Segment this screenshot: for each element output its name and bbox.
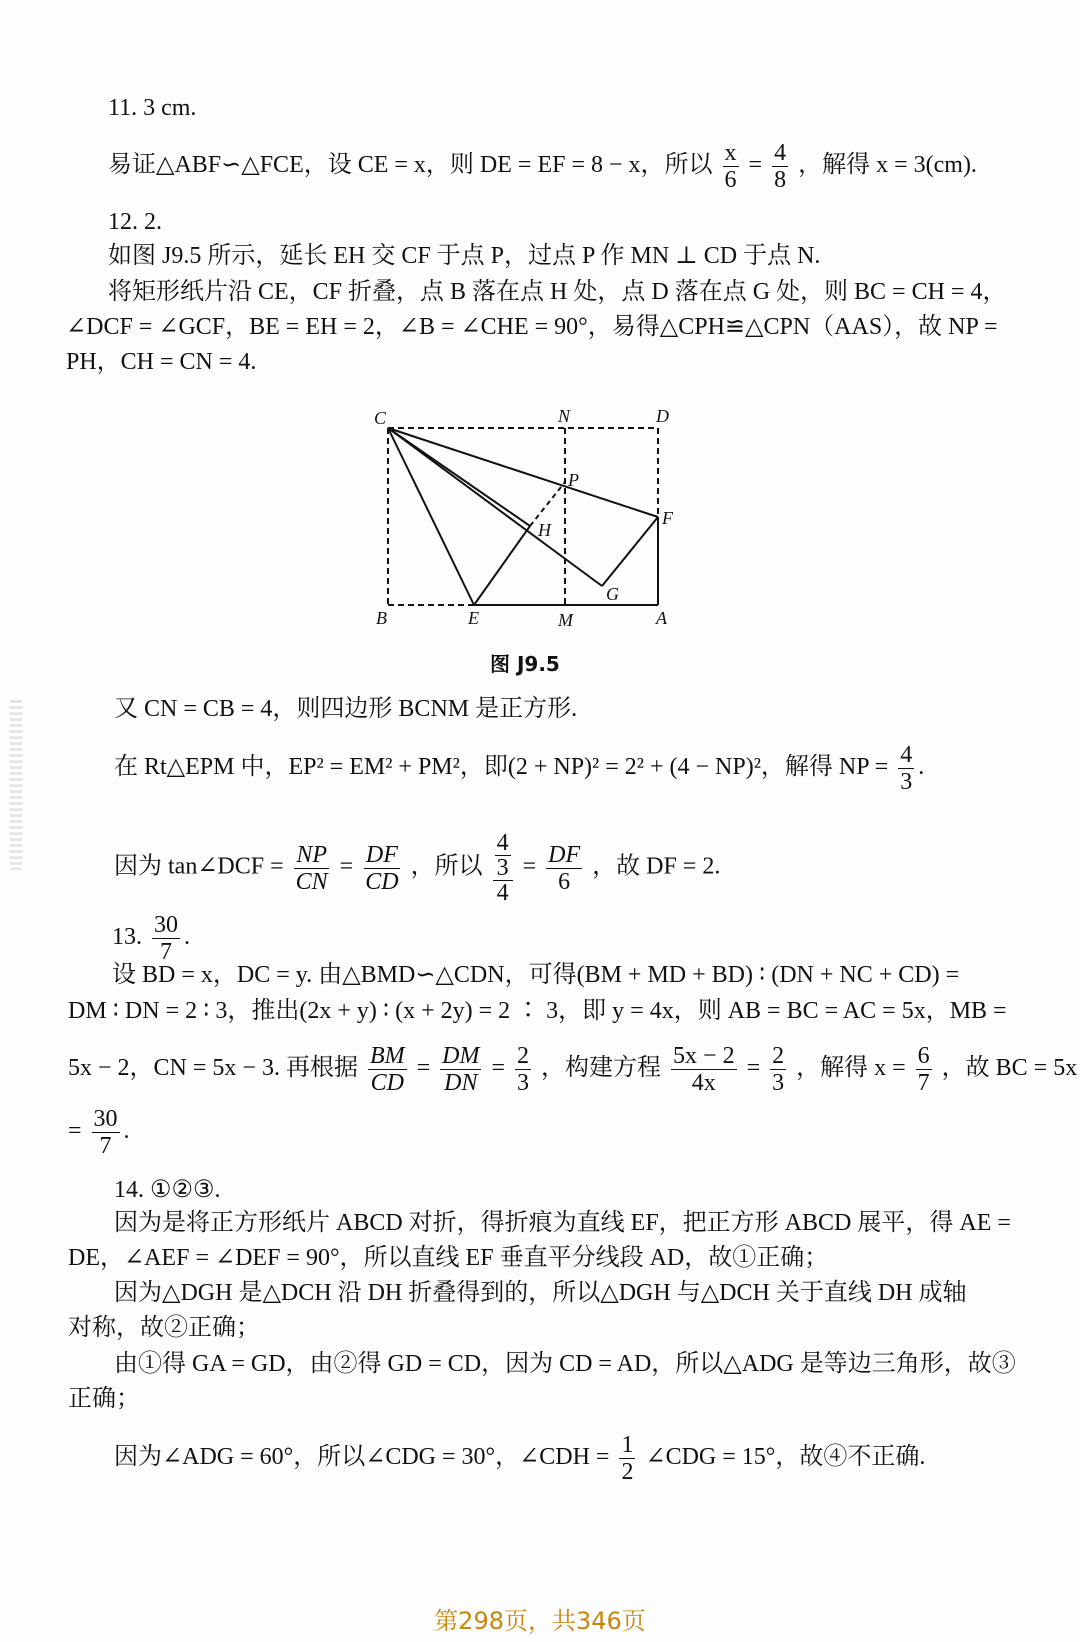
label-p: P xyxy=(568,470,579,490)
q11-solution-line: 易证△ABF∽△FCE，设 CE = x，则 DE = EF = 8 − x，所以 $\frac{x}{6}$ = $\frac{4}{8}$ ，解得 x = 3(cm). xyxy=(108,140,977,193)
q12-line-2: 将矩形纸片沿 CE，CF 折叠，点 B 落在点 H 处，点 D 落在点 G 处，则 BC = CH = 4， xyxy=(108,279,1007,305)
q13-line-1: 设 BD = x，DC = y. 由△BMD∽△CDN，可得(BM + MD + BD) ∶ (DN + NC + CD) = xyxy=(112,962,960,988)
q14-answer-head: 14. ①②③. xyxy=(114,1177,221,1203)
page-number-footer: 第298页，共346页 xyxy=(434,1607,646,1635)
fraction-x-over-6: $\frac{x}{6}$ xyxy=(724,140,737,193)
fraction-df-over-cd: $\frac{DF}{CD}$ xyxy=(365,841,399,895)
q14-line-4: 对称，故②正确； xyxy=(68,1315,260,1341)
fraction-6-over-7: $\frac{6}{7}$ xyxy=(917,1043,930,1096)
q13-answer-head: 13. $\frac{30}{7}$ . xyxy=(112,912,190,965)
figure-caption: 图 J9.5 xyxy=(490,652,560,676)
label-b: B xyxy=(376,608,387,628)
geometry-figure-j9-5 xyxy=(374,400,700,640)
fraction-30-over-7: $\frac{30}{7}$ xyxy=(154,912,178,965)
fraction-2-over-3: $\frac{2}{3}$ xyxy=(517,1043,530,1096)
q12-answer-head: 12. 2. xyxy=(108,209,162,235)
label-n: N xyxy=(558,406,571,426)
q13-line-2: DM ∶ DN = 2 ∶ 3，推出(2x + y) ∶ (x + 2y) = 2 ∶ 3，即 y = 4x，则 AB = BC = AC = 5x，MB = xyxy=(68,998,1007,1024)
q14-line-5: 由①得 GA = GD，由②得 GD = CD，因为 CD = AD，所以△ADG 是等边三角形，故③ xyxy=(114,1351,1016,1377)
fraction-1-over-2: $\frac{1}{2}$ xyxy=(621,1432,634,1485)
q12-line-1: 如图 J9.5 所示，延长 EH 交 CF 于点 P，过点 P 作 MN ⊥ CD 于点 N. xyxy=(108,243,821,269)
q14-line-2: DE，∠AEF = ∠DEF = 90°，所以直线 EF 垂直平分线段 AD，故①正确； xyxy=(68,1245,829,1271)
q14-line-1: 因为是将正方形纸片 ABCD 对折，得折痕为直线 EF，把正方形 ABCD 展平，得 AE = xyxy=(114,1210,1011,1236)
q14-line-3: 因为△DGH 是△DCH 沿 DH 折叠得到的，所以△DGH 与△DCH 关于直线 DH 成轴 xyxy=(114,1280,967,1306)
fraction-5x-2-over-4x: $\frac{5x - 2}{4x}$ xyxy=(673,1043,735,1096)
fraction-bm-over-cd: $\frac{BM}{CD}$ xyxy=(369,1043,405,1096)
edge-cg xyxy=(388,428,602,586)
q12-line-6: 在 Rt△EPM 中，EP² = EM² + PM²，即(2 + NP)² = 2² + (4 − NP)²，解得 NP = $\frac{4}{3}$ . xyxy=(114,742,925,795)
label-g: G xyxy=(606,584,619,604)
fold-cf xyxy=(388,428,658,517)
q12-line-4: PH，CH = CN = 4. xyxy=(66,349,257,375)
label-e: E xyxy=(468,608,479,628)
fraction-4-over-8: $\frac{4}{8}$ xyxy=(774,140,787,193)
label-f: F xyxy=(662,508,673,528)
label-m: M xyxy=(558,610,573,630)
edge-eh xyxy=(474,526,530,605)
q12-line-7: 因为 tan∠DCF = $\frac{NP}{CN}$ = $\frac{DF}{CD}$ ，所以 4 3 4 = $\frac{DF}{6}$ ，故 DF = 2. xyxy=(114,830,721,906)
fraction-df-over-6: $\frac{DF}{6}$ xyxy=(548,841,581,895)
scan-margin-mark xyxy=(10,700,22,870)
label-c: C xyxy=(374,408,387,428)
q14-line-7: 因为∠ADG = 60°，所以∠CDG = 30°，∠CDH = $\frac{1}{2}$ ∠CDG = 15°，故④不正确. xyxy=(114,1432,926,1485)
fraction-30-over-7-b: $\frac{30}{7}$ xyxy=(93,1106,118,1159)
q12-line-5: 又 CN = CB = 4，则四边形 BCNM 是正方形. xyxy=(114,696,578,722)
edge-gf xyxy=(602,517,658,586)
nested-fraction-4-3-over-4: 4 3 4 xyxy=(493,831,513,905)
q12-line-3: ∠DCF = ∠GCF，BE = EH = 2，∠B = ∠CHE = 90°，易得△CPH≌△CPN（AAS），故 NP = xyxy=(66,314,998,340)
q14-line-6: 正确； xyxy=(68,1386,140,1412)
label-h: H xyxy=(538,520,551,540)
q13-line-4: = $\frac{30}{7}$ . xyxy=(68,1106,130,1159)
fraction-2-over-3-b: $\frac{2}{3}$ xyxy=(772,1043,785,1096)
label-d: D xyxy=(656,406,669,426)
fraction-np-over-cn: $\frac{NP}{CN}$ xyxy=(295,841,328,895)
fraction-4-over-3: $\frac{4}{3}$ xyxy=(900,742,913,795)
fraction-dm-over-dn: $\frac{DM}{DN}$ xyxy=(442,1043,480,1096)
label-a: A xyxy=(656,608,667,628)
q13-line-3: 5x − 2，CN = 5x − 3. 再根据 $\frac{BM}{CD}$ = $\frac{DM}{DN}$ = $\frac{2}{3}$ ，构建方程 $\frac{5x - 2}{4x}$ = $\frac{2}{3}$ ，解得 x = $\frac{6}{7}$ ，故 BC = 5x xyxy=(68,1043,1078,1096)
q11-answer-head: 11. 3 cm. xyxy=(108,95,197,121)
fold-ce xyxy=(388,428,474,605)
